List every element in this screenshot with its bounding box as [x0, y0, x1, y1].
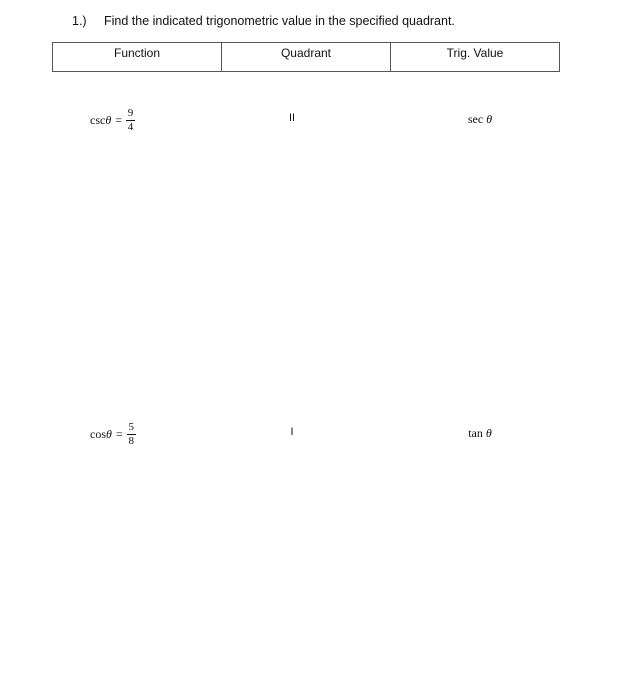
question-instruction: Find the indicated trigonometric value in the specified quadrant.: [104, 14, 455, 28]
fraction-numerator: 9: [127, 106, 134, 119]
fraction-numerator: 5: [128, 420, 134, 433]
function-expression: [90, 414, 136, 454]
header-row: [53, 43, 560, 72]
header-table: [52, 42, 560, 72]
function-name: cos: [90, 426, 106, 441]
theta-symbol: θ: [105, 112, 112, 127]
trig-value-name: tan: [468, 426, 483, 440]
trig-value-name: sec: [467, 112, 484, 126]
question-number: 1.): [72, 14, 87, 28]
function-name: csc: [90, 112, 106, 127]
theta-symbol: θ: [106, 426, 112, 441]
header-quadrant: Quadrant: [222, 43, 391, 72]
quadrant-value: II: [288, 112, 296, 124]
equals-sign: =: [115, 426, 123, 441]
theta-symbol: θ: [486, 112, 493, 126]
equals-sign: =: [115, 112, 123, 127]
problem-row: [0, 100, 624, 140]
function-expression: [90, 100, 135, 140]
fraction: [127, 422, 136, 447]
trig-value-expression: [440, 112, 520, 127]
header-function: Function: [53, 43, 222, 72]
fraction-denominator: 8: [128, 434, 134, 447]
quadrant-value: I: [290, 426, 294, 438]
theta-symbol: θ: [485, 426, 492, 440]
header-trig-value: Trig. Value: [391, 43, 560, 72]
trig-value-expression: [440, 426, 520, 441]
fraction: [126, 108, 135, 133]
fraction-denominator: 4: [127, 120, 134, 133]
problem-row: [0, 414, 624, 454]
